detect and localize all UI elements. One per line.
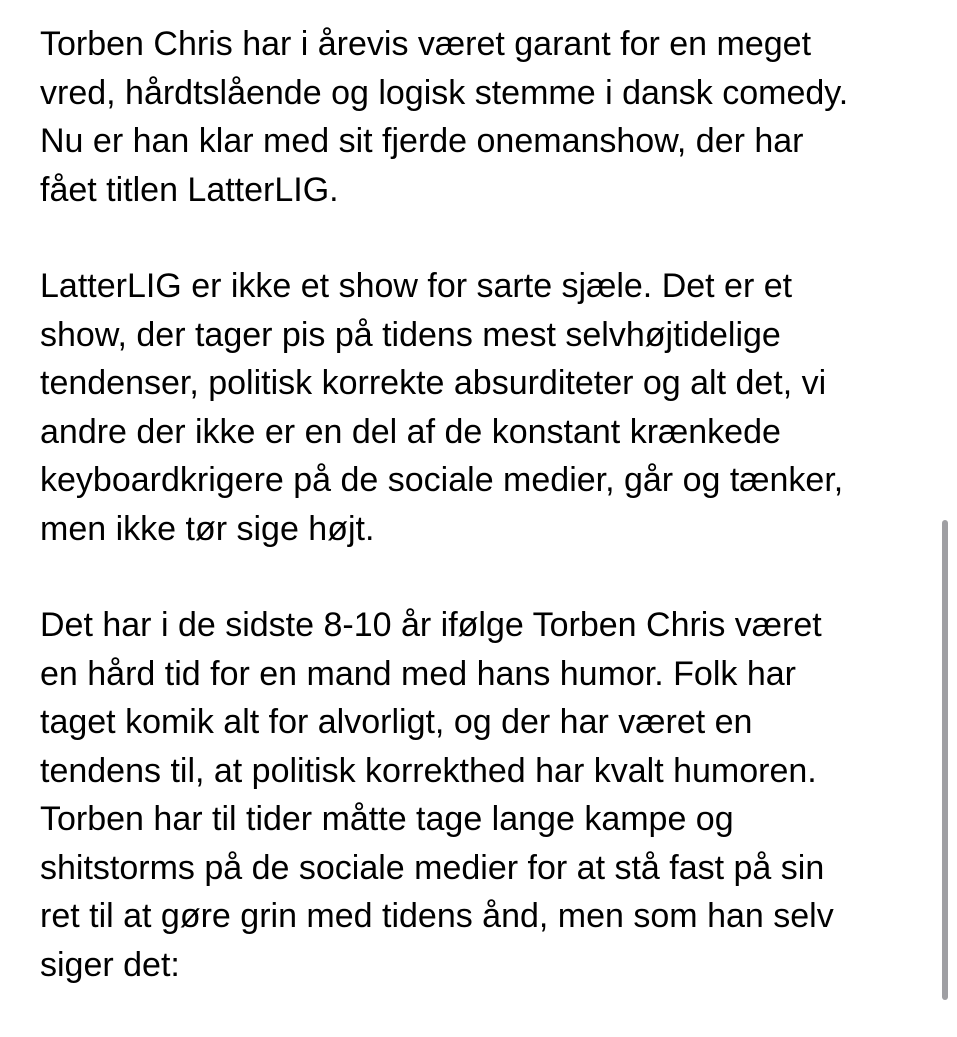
text-line: show, der tager pis på tidens mest selvhøjtidelige bbox=[40, 315, 781, 354]
text-line: tendenser, politisk korrekte absurditeter og alt det, vi bbox=[40, 364, 827, 402]
scrollbar-thumb[interactable] bbox=[942, 520, 948, 1000]
text-line: fået titlen LatterLIG. bbox=[40, 170, 339, 209]
text-line: shitstorms på de sociale medier for at stå fast på sin bbox=[40, 848, 825, 887]
paragraph-background bbox=[40, 601, 940, 989]
text-line: vred, hårdtslående og logisk stemme i dansk comedy. bbox=[40, 73, 849, 112]
text-line: Torben Chris har i årevis været garant for en meget bbox=[40, 25, 812, 63]
text-line: LatterLIG er ikke et show for sarte sjæle. Det er et bbox=[40, 267, 793, 305]
text-line: Torben har til tider måtte tage lange kampe og bbox=[40, 800, 734, 838]
text-line: andre der ikke er en del af de konstant krænkede bbox=[40, 412, 781, 451]
text-line: keyboardkrigere på de sociale medier, går og tænker, bbox=[40, 461, 844, 499]
paragraph-show-description bbox=[40, 262, 940, 553]
text-line: siger det: bbox=[40, 945, 180, 984]
article-body bbox=[40, 20, 940, 1037]
text-line: en hård tid for en mand med hans humor. Folk har bbox=[40, 654, 796, 693]
text-line: Det har i de sidste 8-10 år ifølge Torben Chris været bbox=[40, 606, 822, 644]
text-line: taget komik alt for alvorligt, og der har været en bbox=[40, 703, 753, 741]
text-line: men ikke tør sige højt. bbox=[40, 509, 375, 548]
text-line: ret til at gøre grin med tidens ånd, men som han selv bbox=[40, 897, 834, 935]
text-line: Nu er han klar med sit fjerde onemanshow, der har bbox=[40, 122, 804, 160]
paragraph-intro bbox=[40, 20, 940, 214]
text-line: tendens til, at politisk korrekthed har kvalt humoren. bbox=[40, 751, 817, 790]
